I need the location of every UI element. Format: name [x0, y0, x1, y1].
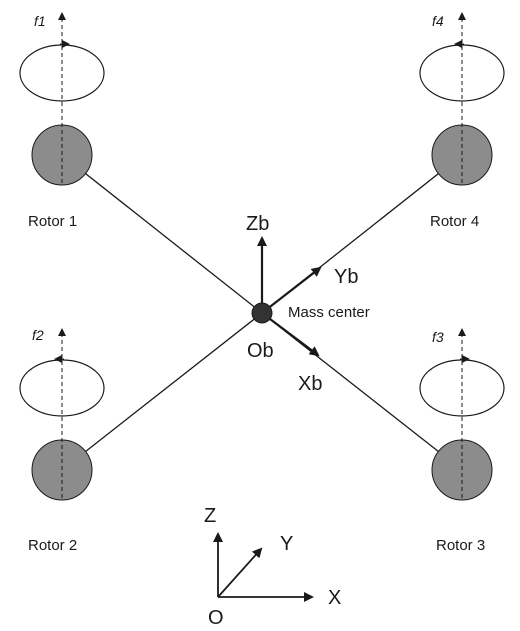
body-z-label: Zb: [246, 213, 270, 235]
body-origin-label: Ob: [247, 340, 274, 362]
world-x-label: X: [328, 587, 342, 609]
rotor-4: [420, 13, 504, 230]
rotor-1-force-label: f1: [34, 13, 46, 29]
body-x-label: Xb: [298, 373, 323, 395]
arm-rotor-2: [62, 313, 262, 470]
world-y-axis-arrow: [218, 549, 261, 597]
world-frame: [204, 505, 341, 629]
arm-rotor-1: [62, 155, 262, 313]
rotor-4-label: Rotor 4: [430, 213, 480, 230]
rotor-3: [420, 329, 504, 554]
mass-center-dot: [252, 303, 272, 323]
world-z-label: Z: [204, 505, 217, 527]
rotor-1-label: Rotor 1: [28, 213, 78, 230]
rotor-2-label: Rotor 2: [28, 537, 78, 554]
rotor-4-force-label: f4: [432, 13, 444, 29]
body-y-label: Yb: [334, 266, 359, 288]
rotor-2: [20, 327, 104, 554]
world-y-label: Y: [280, 533, 294, 555]
rotor-1: [20, 13, 104, 230]
mass-center-label: Mass center: [288, 304, 370, 321]
rotor-3-label: Rotor 3: [436, 537, 486, 554]
world-origin-label: O: [208, 607, 224, 629]
rotor-2-force-label: f2: [32, 327, 44, 343]
rotor-3-force-label: f3: [432, 329, 444, 345]
